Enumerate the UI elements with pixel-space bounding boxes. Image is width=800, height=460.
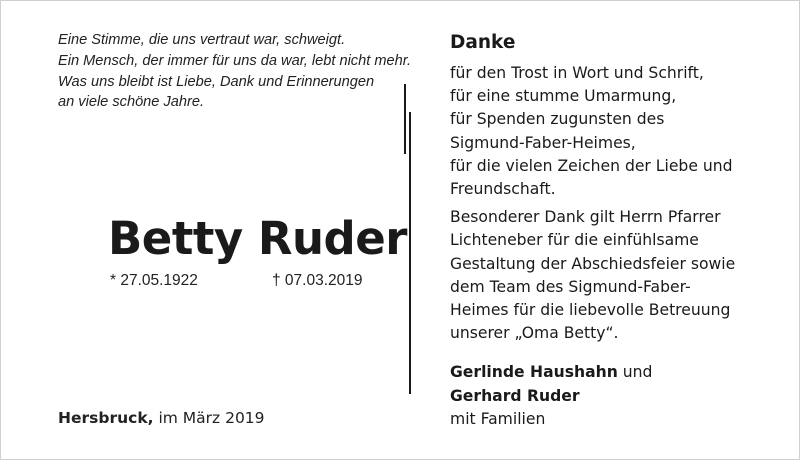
thanks-line: für den Trost in Wort und Schrift, (450, 64, 704, 82)
thanks-line: Sigmund-Faber-Heimes, (450, 133, 636, 152)
divider-line-short (404, 84, 406, 154)
thanks-line: für Spenden zugunsten des (450, 110, 665, 129)
thanks-heading: Danke (450, 32, 516, 53)
poem-line: an viele schöne Jahre. (58, 94, 205, 111)
place-name: Hersbruck, (58, 409, 154, 427)
thanks-column (450, 30, 790, 431)
special-thanks-line: Besonderer Dank gilt Herrn Pfarrer (450, 208, 721, 227)
signatory-suffix: mit Familien (450, 409, 546, 428)
memorial-poem (58, 30, 412, 113)
death-date: † 07.03.2019 (272, 272, 363, 289)
signatory-line-1 (450, 361, 790, 384)
signatory-conjunction: und (617, 363, 653, 382)
date-text: im März 2019 (153, 409, 265, 427)
special-thanks-line: Gestaltung der Abschiedsfeier sowie (450, 254, 736, 273)
special-thanks-line: Heimes für die liebevolle Betreuung (450, 301, 731, 320)
deceased-name: Betty Ruder (108, 212, 407, 265)
special-thanks-line: unserer „Oma Betty“. (450, 324, 619, 343)
thanks-line: für eine stumme Umarmung, (450, 87, 677, 106)
signatory-name-2: Gerhard Ruder (450, 386, 580, 405)
special-thanks-line: Lichteneber für die einfühlsame (450, 231, 699, 250)
birth-date: * 27.05.1922 (110, 272, 198, 289)
poem-line: Eine Stimme, die uns vertraut war, schweigt. (58, 32, 346, 48)
place-date (58, 409, 265, 427)
special-thanks-line: dem Team des Sigmund-Faber- (450, 277, 691, 296)
signatory-name-1: Gerlinde Haushahn (450, 363, 618, 382)
divider-line-long (409, 112, 411, 394)
thanks-line: für die vielen Zeichen der Liebe und (450, 156, 733, 175)
poem-line: Ein Mensch, der immer für uns da war, lebt nicht mehr. (58, 52, 412, 69)
poem-line: Was uns bleibt ist Liebe, Dank und Erinnerungen (58, 73, 375, 90)
thanks-line: Freundschaft. (450, 180, 556, 199)
